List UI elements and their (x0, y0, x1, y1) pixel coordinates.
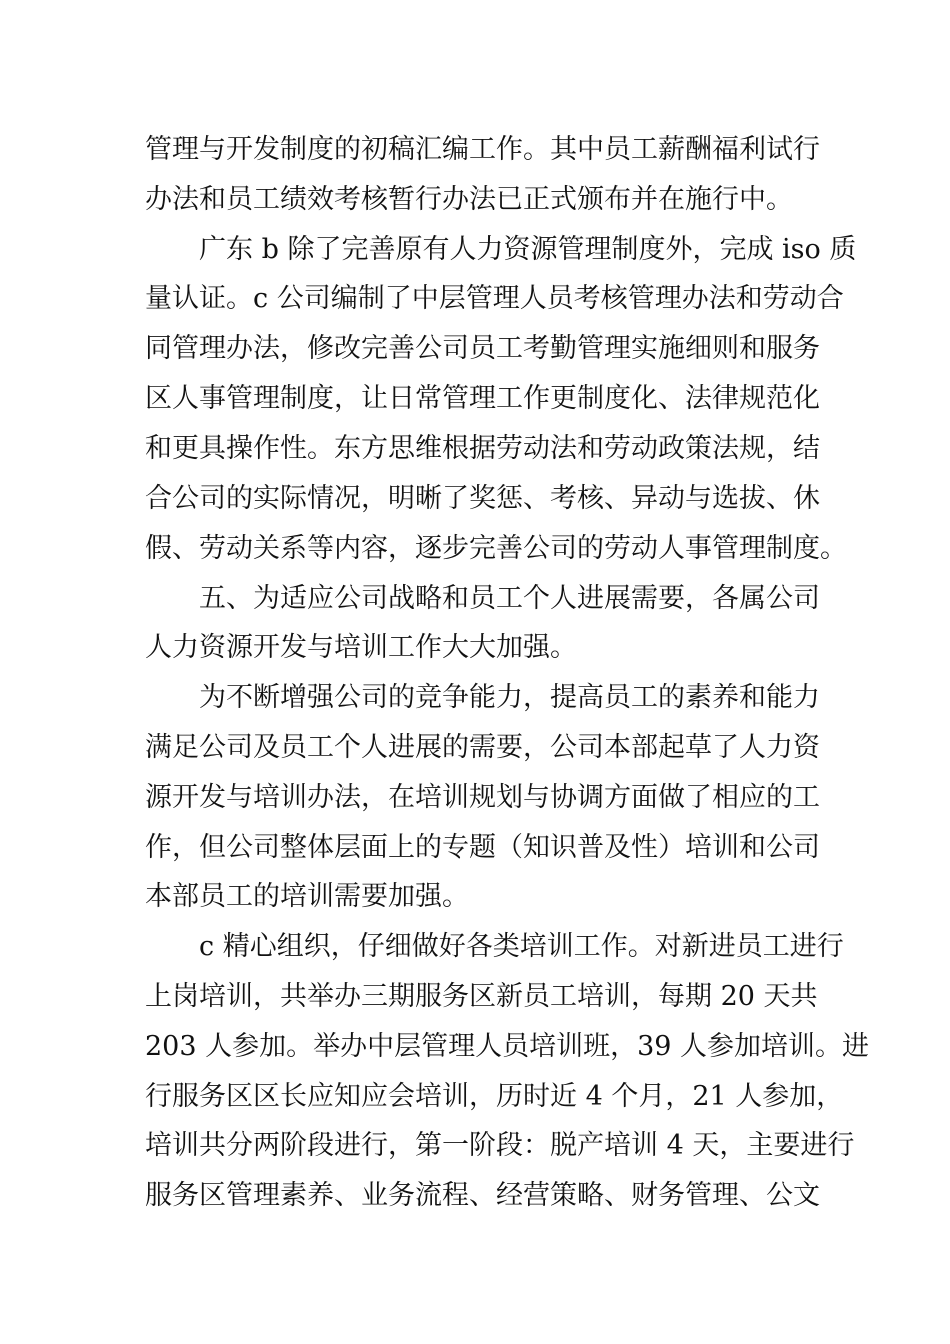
text-line: 合公司的实际情况，明晰了奖惩、考核、异动与选拔、休 (145, 483, 820, 514)
paragraph-start-line: 为不断增强公司的竞争能力，提高员工的素养和能力 (199, 682, 820, 713)
paragraph-start-line: c 精心组织，仔细做好各类培训工作。对新进员工进行 (199, 931, 844, 962)
text-line: 管理与开发制度的初稿汇编工作。其中员工薪酬福利试行 (145, 134, 820, 165)
text-line: 区人事管理制度，让日常管理工作更制度化、法律规范化 (145, 383, 820, 414)
text-line: 203 人参加。举办中层管理人员培训班，39 人参加培训。进 (145, 1031, 870, 1062)
text-line: 上岗培训，共举办三期服务区新员工培训，每期 20 天共 (145, 981, 818, 1012)
paragraph-start-line: 广东 b 除了完善原有人力资源管理制度外，完成 iso 质 (199, 234, 857, 265)
text-line: 假、劳动关系等内容，逐步完善公司的劳动人事管理制度。 (145, 533, 847, 564)
text-line: 源开发与培训办法，在培训规划与协调方面做了相应的工 (145, 782, 820, 813)
text-line: 行服务区区长应知应会培训，历时近 4 个月，21 人参加， (145, 1081, 844, 1112)
text-line: 同管理办法，修改完善公司员工考勤管理实施细则和服务 (145, 333, 820, 364)
text-line: 满足公司及员工个人进展的需要，公司本部起草了人力资 (145, 732, 820, 763)
text-line: 本部员工的培训需要加强。 (145, 881, 469, 912)
text-line: 服务区管理素养、业务流程、经营策略、财务管理、公文 (145, 1180, 820, 1211)
text-line: 培训共分两阶段进行，第一阶段：脱产培训 4 天，主要进行 (145, 1130, 855, 1161)
text-line: 量认证。c 公司编制了中层管理人员考核管理办法和劳动合 (145, 283, 844, 314)
text-line: 和更具操作性。东方思维根据劳动法和劳动政策法规，结 (145, 433, 820, 464)
text-line: 办法和员工绩效考核暂行办法已正式颁布并在施行中。 (145, 184, 793, 215)
section-heading-line: 人力资源开发与培训工作大大加强。 (145, 632, 577, 663)
text-line: 作，但公司整体层面上的专题（知识普及性）培训和公司 (145, 832, 820, 863)
section-heading-line: 五、为适应公司战略和员工个人进展需要，各属公司 (199, 583, 820, 614)
